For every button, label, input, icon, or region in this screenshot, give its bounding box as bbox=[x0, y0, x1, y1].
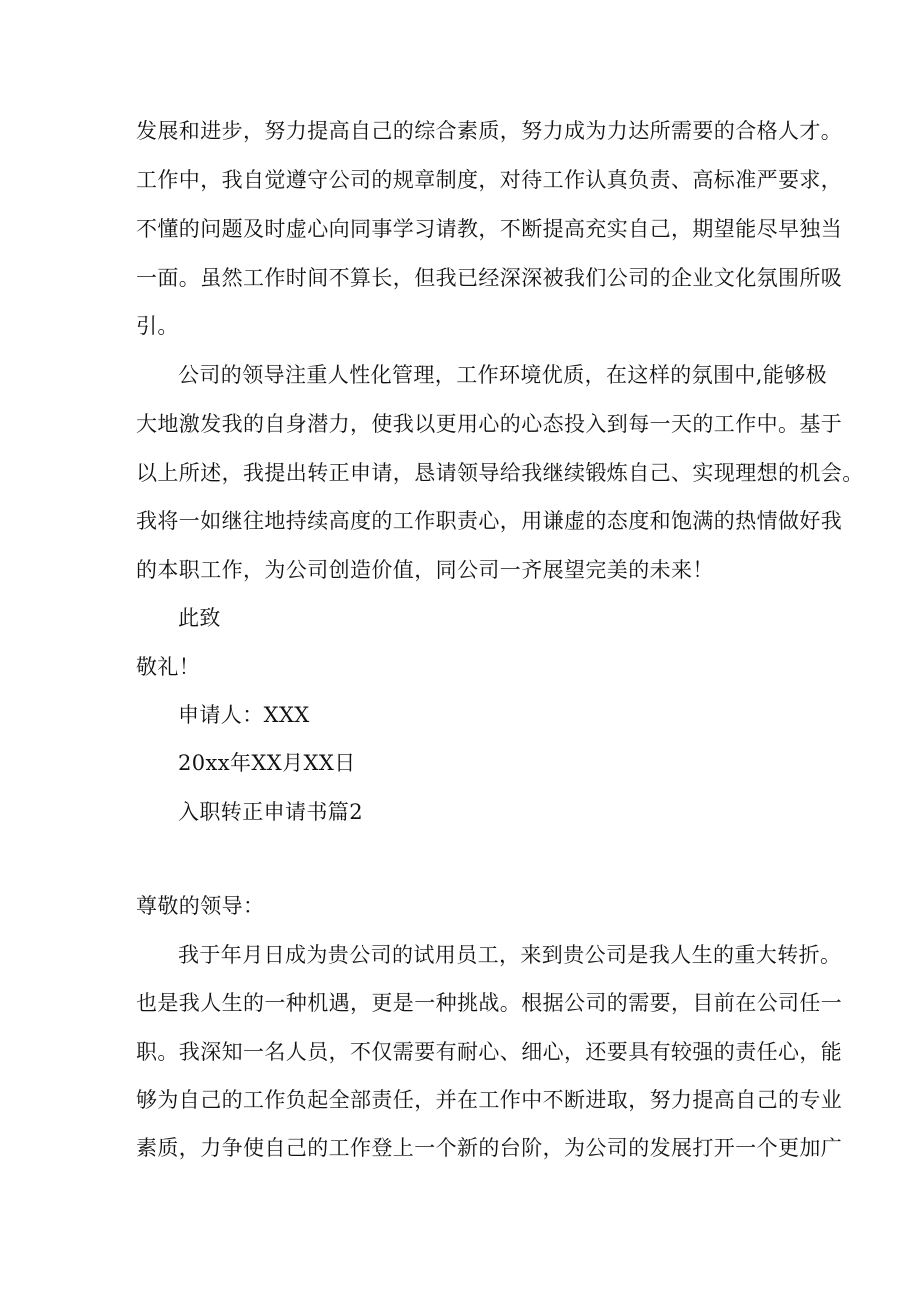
date-line: 20xx年XX月XX日 bbox=[178, 751, 356, 775]
body-line-5: 引。 bbox=[136, 314, 179, 338]
body-line-1: 发展和进步，努力提高自己的综合素质，努力成为力达所需要的合格人才。 bbox=[136, 119, 843, 143]
applicant-line: 申请人：XXX bbox=[178, 703, 310, 727]
body-line-2: 工作中，我自觉遵守公司的规章制度，对待工作认真负责、高标准严要求， bbox=[136, 168, 843, 192]
closing-salutation: 此致 bbox=[178, 606, 221, 630]
body-line-7: 大地激发我的自身潜力，使我以更用心的心态投入到每一天的工作中。基于 bbox=[136, 412, 843, 436]
section-title: 入职转正申请书篇2 bbox=[178, 800, 363, 824]
body-line-14: 够为自己的工作负起全部责任，并在工作中不断进取，努力提高自己的专业 bbox=[136, 1088, 843, 1112]
body-line-8: 以上所述，我提出转正申请，恳请领导给我继续锻炼自己、实现理想的机会。 bbox=[136, 461, 864, 485]
body-line-4: 一面。虽然工作时间不算长，但我已经深深被我们公司的企业文化氛围所吸 bbox=[136, 266, 843, 290]
body-line-12: 也是我人生的一种机遇，更是一种挑战。根据公司的需要，目前在公司任一 bbox=[136, 991, 843, 1015]
body-line-11: 我于年月日成为贵公司的试用员工，来到贵公司是我人生的重大转折。 bbox=[178, 943, 842, 967]
body-line-9: 我将一如继往地持续高度的工作职责心，用谦虚的态度和饱满的热情做好我 bbox=[136, 509, 843, 533]
body-line-6: 公司的领导注重人性化管理，工作环境优质，在这样的氛围中,能够极 bbox=[178, 363, 828, 387]
body-line-15: 素质，力争使自己的工作登上一个新的台阶，为公司的发展打开一个更加广 bbox=[136, 1136, 843, 1160]
greeting: 尊敬的领导： bbox=[136, 894, 265, 918]
body-line-13: 职。我深知一名人员，不仅需要有耐心、细心，还要具有较强的责任心，能 bbox=[136, 1040, 843, 1064]
closing-regards: 敬礼！ bbox=[136, 655, 201, 679]
body-line-3: 不懂的问题及时虚心向同事学习请教，不断提高充实自己，期望能尽早独当 bbox=[136, 217, 843, 241]
body-line-10: 的本职工作，为公司创造价值，同公司一齐展望完美的未来！ bbox=[136, 558, 714, 582]
